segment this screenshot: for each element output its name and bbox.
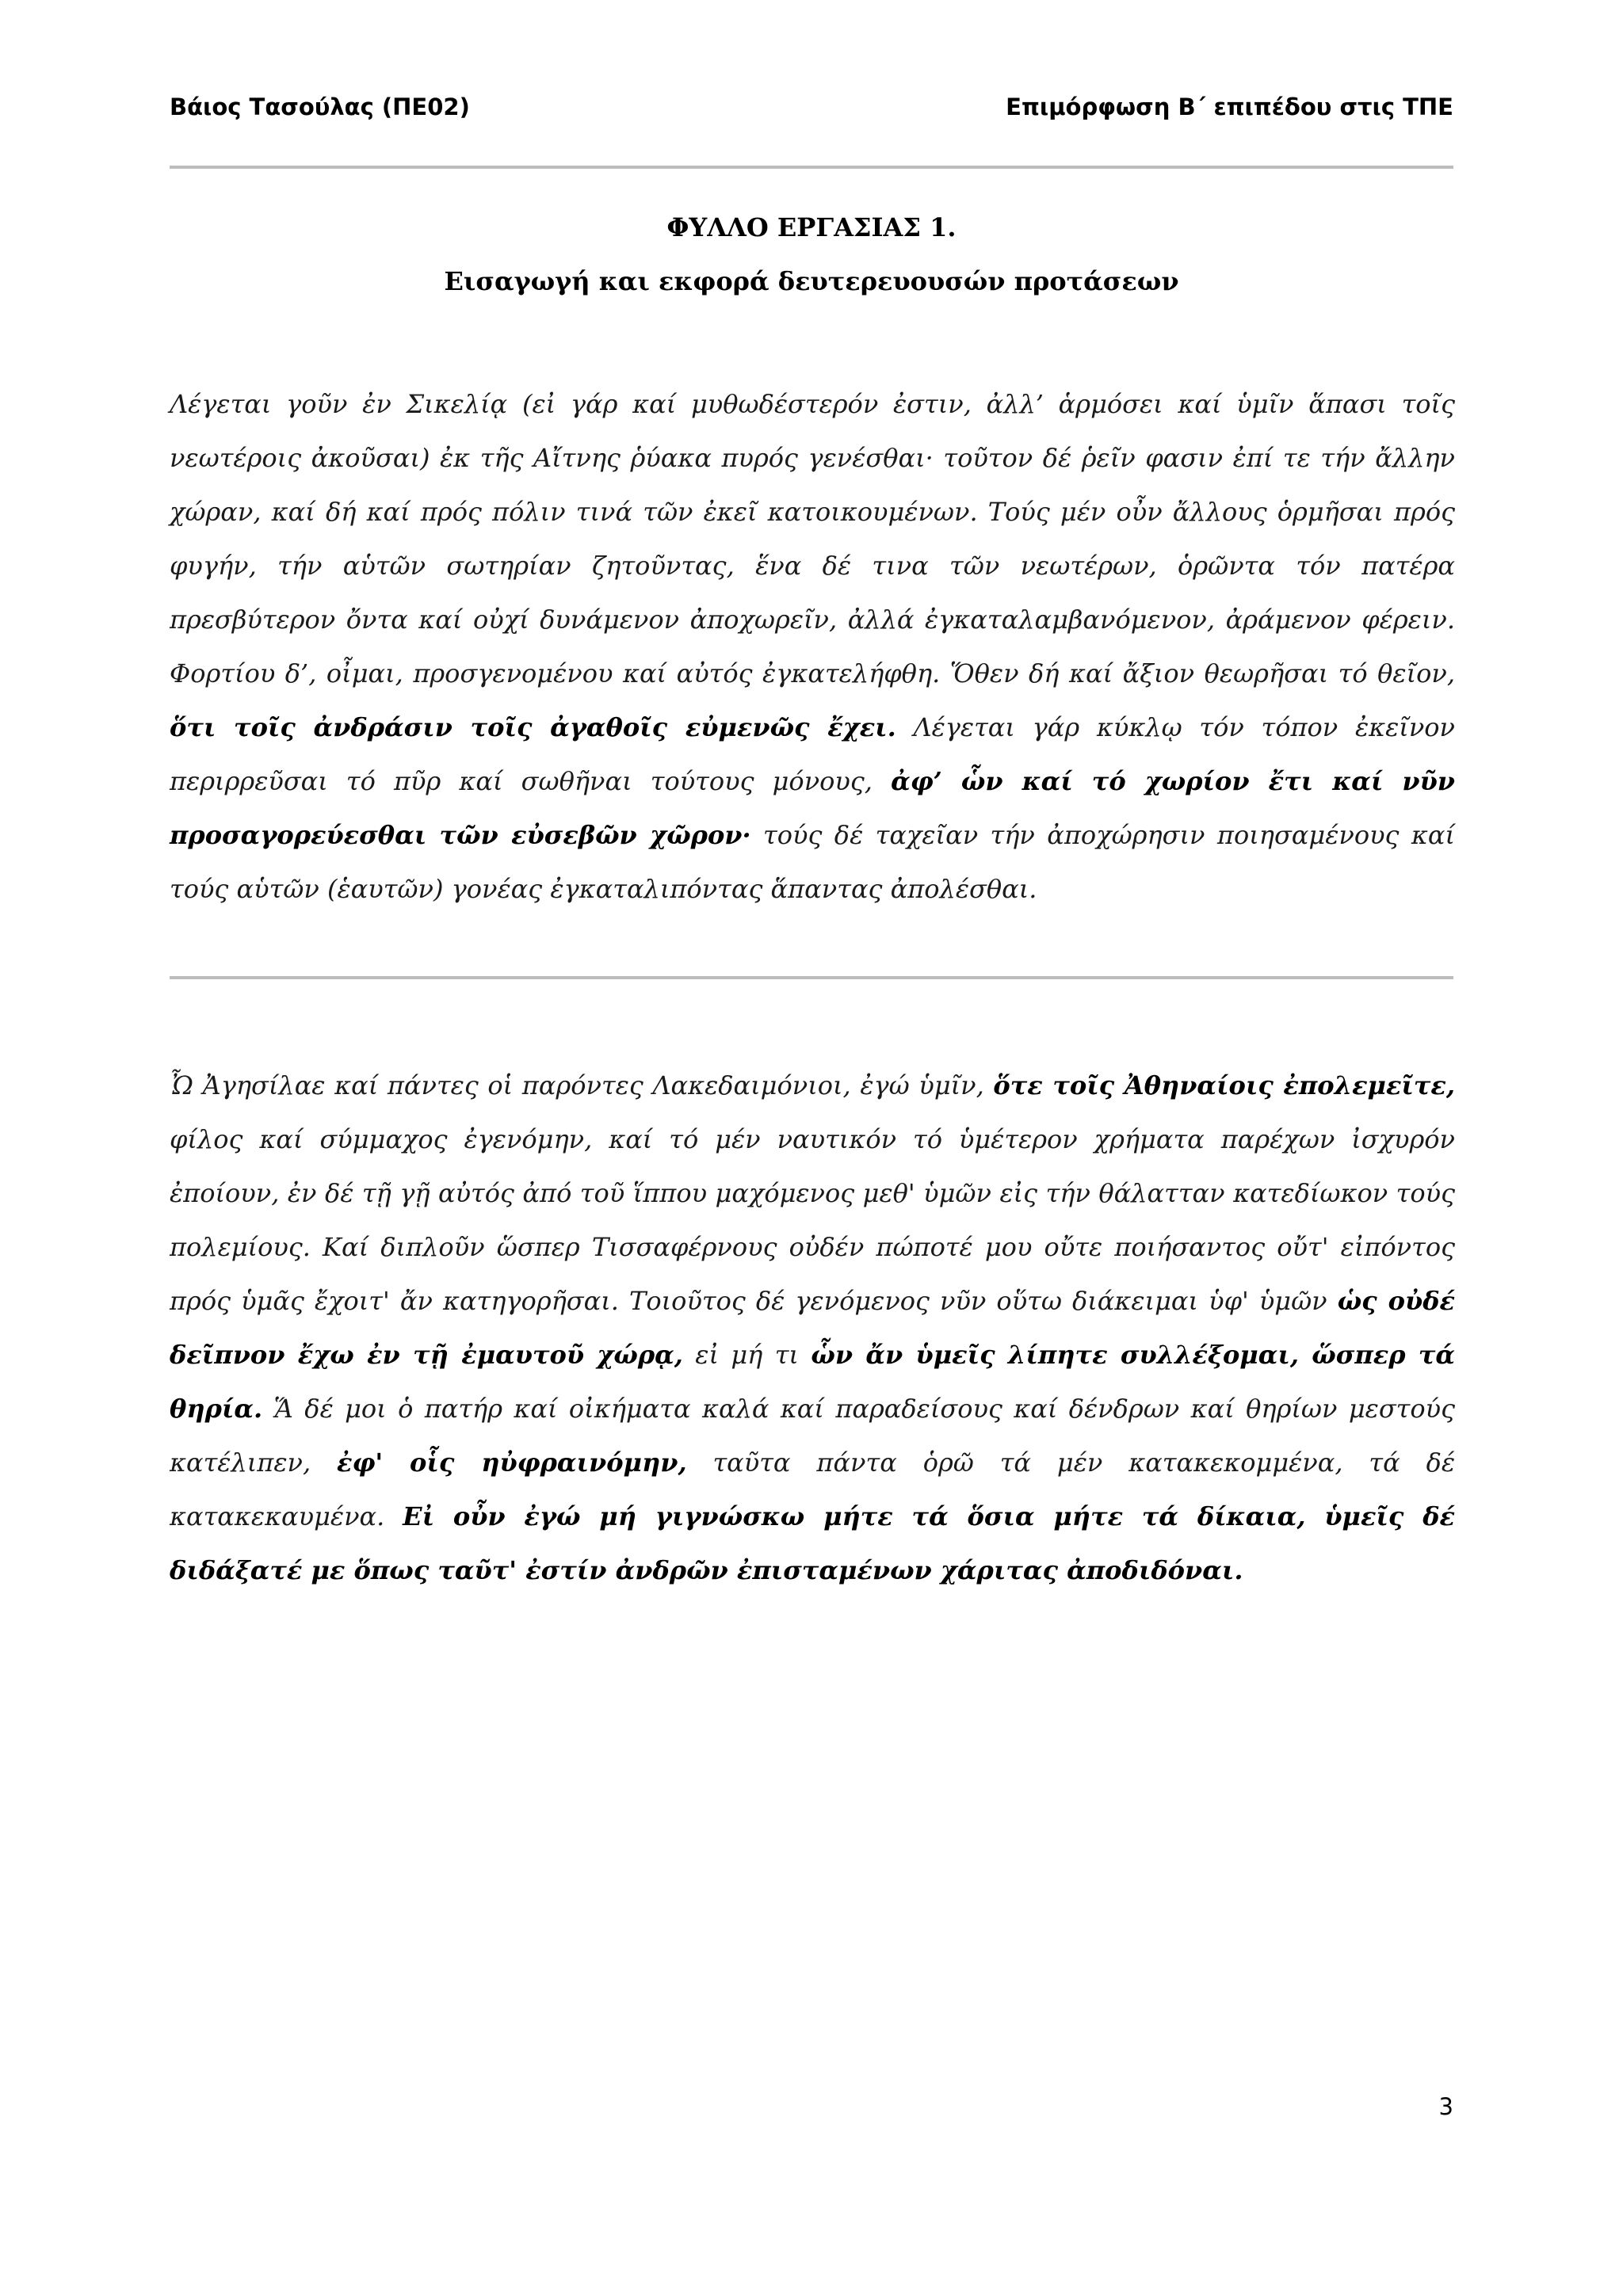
text-segment: Λέγεται γοῦν ἐν Σικελίᾳ (εἰ γάρ καί μυθωδέστερόν ἐστιν, ἀλλ’ ἁρμόσει καί ὑμῖν ἅπασι τοῖς νεωτέροις ἀκοῦσαι) ἐκ τῆς Αἴτνης ῥύακα πυρός γενέσθαι· τοῦτον δέ ῥεῖν φασιν ἐπί τε τήν ἄλλην χώραν, καί δή καί πρός πόλιν τινά τῶν ἐκεῖ κατοικουμένων. Τούς μέν οὖν ἄλλους ὁρμῆσαι πρός φυγήν, τήν αὑτῶν σωτηρίαν ζητοῦντας, ἕνα δέ τινα τῶν νεωτέρων, ὁρῶντα τόν πατέρα πρεσβύτερον ὄντα καί οὐχί δυνάμενον ἀποχωρεῖν, ἀλλά ἐγκαταλαμβανόμενον, ἀράμενον φέρειν. Φορτίου δ’, οἶμαι, προσγενομένου καί αὐτός ἐγκατελήφθη. Ὅθεν δή καί ἄξιον θεωρῆσαι τό θεῖον,: [170, 389, 1455, 688]
page-number: 3: [1438, 2093, 1453, 2120]
text-segment: ταῦτα πάντα ὁρῶ τά μέν κατακεκομμένα, τά δέ κατακεκαυμένα.: [170, 1447, 1456, 1531]
highlighted-clause: ὅτε τοῖς Ἀθηναίοις ἐπολεμεῖτε,: [993, 1070, 1456, 1100]
passage-sicily: [170, 377, 1455, 916]
header-course: Επιμόρφωση Β΄ επιπέδου στις ΤΠΕ: [1006, 93, 1453, 120]
highlighted-clause: Εἰ οὖν ἐγώ μή γιγνώσκω μήτε τά ὅσια μήτε τά δίκαια, ὑμεῖς δέ διδάξατέ με ὅπως ταῦτ' ἐστίν ἀνδρῶν ἐπισταμένων χάριτας ἀποδιδόναι.: [170, 1501, 1456, 1585]
text-segment: φίλος καί σύμμαχος ἐγενόμην, καί τό μέν ναυτικόν τό ὑμέτερον χρήματα παρέχων ἰσχυρόν ἐποίουν, ἐν δέ τῇ γῇ αὐτός ἀπό τοῦ ἵππου μαχόμενος μεθ' ὑμῶν εἰς τήν θάλατταν κατεδίωκον τούς πολεμίους. Καί διπλοῦν ὥσπερ Τισσαφέρνους οὐδέν πώποτέ μου οὔτε ποιήσαντος οὔτ' εἰπόντος πρός ὑμᾶς ἔχοιτ' ἄν κατηγορῆσαι. Τοιοῦτος δέ γενόμενος νῦν οὕτω διάκειμαι ὑφ' ὑμῶν: [170, 1124, 1455, 1316]
text-segment: Λέγεται γάρ κύκλῳ τόν τόπον ἐκεῖνον περιρρεῦσαι τό πῦρ καί σωθῆναι τούτους μόνους,: [170, 712, 1456, 796]
worksheet-title: ΦΥΛΛΟ ΕΡΓΑΣΙΑΣ 1.: [666, 212, 957, 242]
passage-agesilaus: [170, 1058, 1455, 1597]
page-header: [170, 93, 1453, 120]
text-segment: Ὦ Ἀγησίλαε καί πάντες οἱ παρόντες Λακεδαιμόνιοι, ἐγώ ὑμῖν,: [170, 1070, 994, 1100]
highlighted-clause: ἐφ' οἷς ηὐφραινόμην,: [337, 1447, 687, 1478]
highlighted-clause: ὡς οὐδέ δεῖπνον ἔχω ἐν τῇ ἐμαυτοῦ χώρᾳ,: [170, 1286, 1456, 1370]
text-segment: τούς δέ ταχεῖαν τήν ἀποχώρησιν ποιησαμένους καί τούς αὑτῶν (ἑαυτῶν) γονέας ἐγκαταλιπόντας ἅπαντας ἀπολέσθαι.: [170, 820, 1456, 904]
worksheet-subtitle: Εισαγωγή και εκφορά δευτερευουσών προτάσεων: [444, 266, 1179, 296]
section-divider: [170, 976, 1453, 979]
header-author: Βάιος Τασούλας (ΠΕ02): [170, 93, 470, 120]
highlighted-clause: ὅτι τοῖς ἀνδράσιν τοῖς ἀγαθοῖς εὐμενῶς ἔχει.: [170, 712, 896, 742]
text-segment: εἰ μή τι: [682, 1340, 812, 1370]
highlighted-clause: ἀφ’ ὧν καί τό χωρίον ἔτι καί νῦν προσαγορεύεσθαι τῶν εὐσεβῶν χῶρον·: [170, 766, 1455, 850]
header-divider: [170, 166, 1453, 169]
text-segment: Ἅ δέ μοι ὁ πατήρ καί οἰκήματα καλά καί παραδείσους καί δένδρων καί θηρίων μεστούς κατέλιπεν,: [170, 1394, 1455, 1478]
highlighted-clause: ὧν ἄν ὑμεῖς λίπητε συλλέξομαι, ὥσπερ τά θηρία.: [170, 1340, 1456, 1424]
